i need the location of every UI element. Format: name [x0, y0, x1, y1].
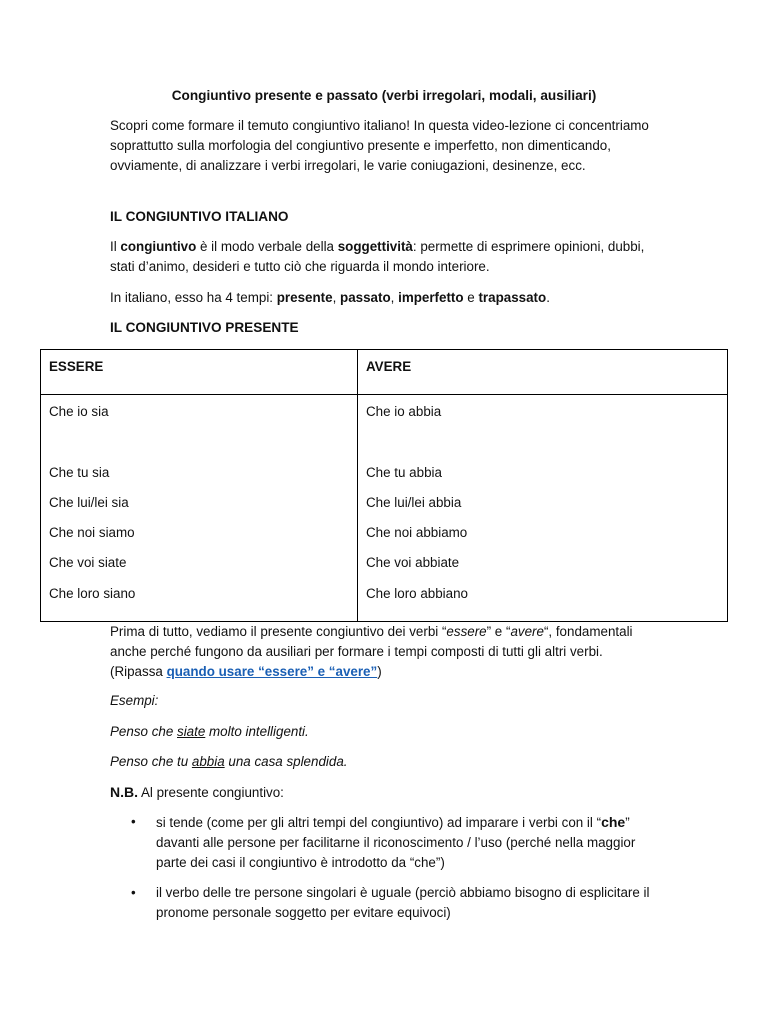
nb-bullet-list: [110, 812, 658, 923]
tempo-imperfetto: imperfetto: [398, 290, 464, 305]
link-quando-usare-essere-avere[interactable]: quando usare “essere” e “avere”: [166, 664, 378, 679]
heading-congiuntivo-italiano: IL CONGIUNTIVO ITALIANO: [110, 209, 289, 224]
example-sentence-2: Penso che tu abbia una casa splendida.: [110, 754, 348, 769]
example-verb-abbia: abbia: [191, 754, 225, 769]
bullet-icon: •: [131, 885, 136, 900]
header-essere: ESSERE: [41, 350, 358, 395]
essere-noi: Che noi siamo: [49, 525, 135, 540]
tempo-presente: presente: [276, 290, 333, 305]
definition-paragraph: Il congiuntivo è il modo verbale della soggettività: permette di esprimere opinioni, dubbi, stati d’animo, desideri e tutto ciò che riguarda il mondo interiore.: [110, 239, 645, 274]
essere-lui-lei: Che lui/lei sia: [49, 495, 129, 510]
avere-loro: Che loro abbiano: [366, 586, 468, 601]
example-sentence-1: Penso che siate molto intelligenti.: [110, 724, 309, 739]
examples-label: Esempi:: [110, 693, 159, 708]
nb-paragraph: N.B. Al presente congiuntivo:: [110, 784, 284, 800]
bullet-icon: •: [131, 814, 136, 829]
avere-voi: Che voi abbiate: [366, 555, 460, 570]
avere-cell: [358, 395, 728, 622]
essere-cell: [41, 395, 358, 622]
header-avere: AVERE: [358, 350, 728, 395]
conjugation-table: [40, 349, 728, 622]
avere-io: Che io abbia: [366, 404, 442, 419]
essere-loro: Che loro siano: [49, 586, 136, 601]
term-congiuntivo: congiuntivo: [120, 239, 197, 254]
essere-avere-paragraph: Prima di tutto, vediamo il presente congiuntivo dei verbi “essere” e “avere“, fondamentali anche perché fungono da ausiliari per formare i tempi composti di tutti gli altri verbi. (Ripassa quando usare “essere” e “avere”): [110, 624, 633, 679]
essere-io: Che io sia: [49, 404, 109, 419]
list-item: • si tende (come per gli altri tempi del congiuntivo) ad imparare i verbi con il “che” davanti alle persone per facilitarne il riconoscimento / l’uso (perché nella maggior parte dei casi il congiuntivo è introdotto da “che”): [131, 814, 636, 870]
avere-lui-lei: Che lui/lei abbia: [366, 495, 462, 510]
essere-tu: Che tu sia: [49, 465, 110, 480]
tempo-trapassato: trapassato: [478, 290, 547, 305]
avere-tu: Che tu abbia: [366, 465, 442, 480]
heading-congiuntivo-presente: IL CONGIUNTIVO PRESENTE: [110, 320, 299, 335]
essere-voi: Che voi siate: [49, 555, 127, 570]
nb-label: N.B.: [110, 784, 138, 800]
tempi-paragraph: In italiano, esso ha 4 tempi: presente, passato, imperfetto e trapassato.: [110, 290, 550, 305]
avere-noi: Che noi abbiamo: [366, 525, 468, 540]
term-soggettivita: soggettività: [337, 239, 413, 254]
intro-paragraph: Scopri come formare il temuto congiuntivo italiano! In questa video-lezione ci concentriamo soprattutto sulla morfologia del congiuntivo presente e imperfetto, non dimenticando, ovviamente, di analizzare i verbi irregolari, le varie coniugazioni, desinenze, ecc.: [110, 118, 649, 173]
tempo-passato: passato: [340, 290, 391, 305]
document-title: Congiuntivo presente e passato (verbi irregolari, modali, ausiliari): [171, 88, 597, 103]
list-item: • il verbo delle tre persone singolari è uguale (perciò abbiamo bisogno di esplicitare il pronome personale soggetto per evitare equivoci): [131, 885, 650, 920]
example-verb-siate: siate: [177, 724, 206, 739]
table-header-row: [41, 350, 728, 395]
table-body-row: [41, 395, 728, 622]
